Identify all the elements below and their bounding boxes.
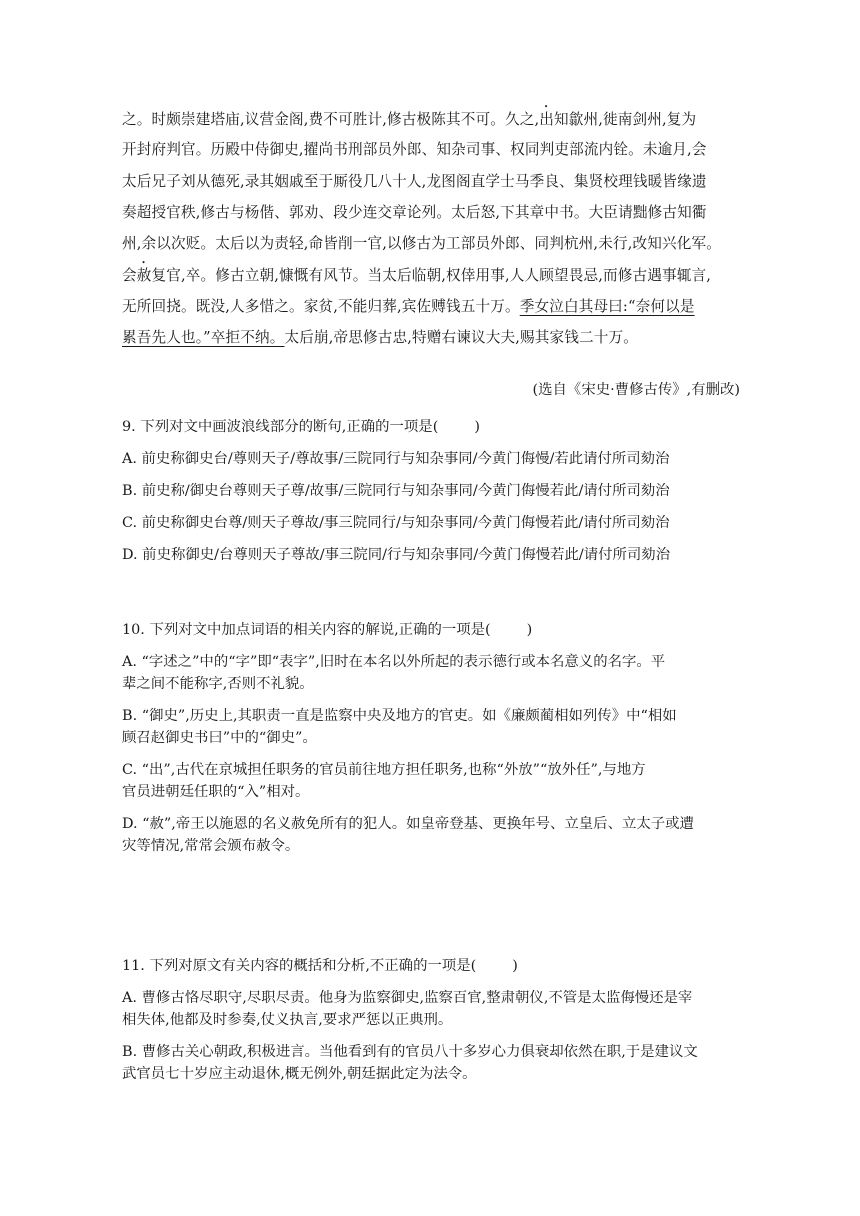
option-d: D. 前史称御史/台尊则天子尊故/事三院同/行与知杂事同/今黄门侮慢若此/请付所司劾治 — [122, 547, 671, 563]
option-b: B. 前史称/御史台尊则天子尊/故事/三院同行与知杂事同/今黄门侮慢若此/请付所司劾治 — [122, 483, 670, 499]
question-stem: 11. 下列对原文有关内容的概括和分析,不正确的一项是( ) — [122, 958, 518, 974]
underlined-sentence: 季女泣白其母曰:“奈何以是 — [519, 297, 695, 315]
passage-line: 奏超授官秩,修古与杨偕、郭劝、段少连交章论列。太后怒,下其章中书。大臣请黜修古知衢 — [122, 203, 707, 221]
question-11 — [122, 955, 742, 1085]
passage-line: 州,余以次贬。太后以为责轻,命皆削一官,以修古为工部员外郎、同判杭州,未行,改知兴化军。 — [122, 235, 721, 253]
passage-source: (选自《宋史·曹修古传》,有删改) — [532, 382, 740, 398]
passage-line: 开封府判官。历殿中侍御史,擢尚书刑部员外郎、知杂司事、权同判吏部流内铨。未逾月,会 — [122, 141, 707, 159]
option-c: C. 前史称御史台尊/则天子尊故/事三院同行/与知杂事同/今黄门侮慢若此/请付所司劾治 — [122, 515, 670, 531]
option-a: A. 曹修古恪尽职守,尽职尽责。他身为监察御史,监察百官,整肃朝仪,不管是太监侮慢还是宰 相失体,他都及时参奏,仗义执言,要求严惩以正典刑。 — [122, 990, 693, 1028]
question-10 — [122, 619, 742, 857]
passage-line: 太后兄子刘从德死,录其姻戚至于厮役几八十人,龙图阁直学士马季良、集贤校理钱暖皆缘遗 — [122, 172, 707, 190]
option-d: D. “赦”,帝王以施恩的名义赦免所有的犯人。如皇帝登基、更换年号、立皇后、立太子或遭 灾等情况,常常会颁布赦令。 — [122, 816, 694, 854]
emphasis-word: 赦 — [136, 267, 152, 285]
question-9 — [122, 416, 742, 566]
passage-line: 无所回挠。既没,人多惜之。家贫,不能归葬,宾佐赙钱五十万。季女泣白其母曰:“奈何以是 — [122, 297, 695, 315]
option-a: A. “字述之”中的“字”即“表字”,旧时在本名以外所起的表示德行或本名意义的名字。平 辈之间不能称字,否则不礼貌。 — [122, 654, 666, 692]
passage-line: 之。时颇崇建塔庙,议营金阁,费不可胜计,修古极陈其不可。久之,出知歙州,徙南剑州,复为 — [122, 111, 697, 128]
passage-line: 累吾先人也。”卒拒不纳。太后崩,帝思修古忠,特赠右谏议大夫,赐其家钱二十万。 — [122, 329, 638, 347]
passage-line: 会赦复官,卒。修古立朝,慷慨有风节。当太后临朝,权倖用事,人人顾望畏忌,而修古遇事辄言, — [122, 267, 712, 285]
emphasis-word: 出 — [539, 111, 554, 128]
question-stem: 10. 下列对文中加点词语的相关内容的解说,正确的一项是( ) — [122, 622, 533, 638]
option-a: A. 前史称御史台/尊则天子/尊故事/三院同行与知杂事同/今黄门侮慢/若此请付所司劾治 — [122, 451, 670, 467]
option-b: B. 曹修古关心朝政,积极进言。当他看到有的官员八十多岁心力俱衰却依然在职,于是建议文 武官员七十岁应主动退休,概无例外,朝廷据此定为法令。 — [122, 1044, 698, 1082]
option-c: C. “出”,古代在京城担任职务的官员前往地方担任职务,也称“外放”“放外任”,与地方 官员进朝廷任职的“入”相对。 — [122, 762, 646, 800]
underlined-sentence: 累吾先人也。”卒拒不纳。 — [122, 329, 285, 347]
option-b: B. “御史”,历史上,其职责一直是监察中央及地方的官吏。如《廉颇蔺相如列传》中“相如 顾召赵御史书曰”中的“御史”。 — [122, 708, 677, 746]
question-stem: 9. 下列对文中画波浪线部分的断句,正确的一项是( ) — [122, 419, 480, 435]
passage — [122, 103, 740, 353]
